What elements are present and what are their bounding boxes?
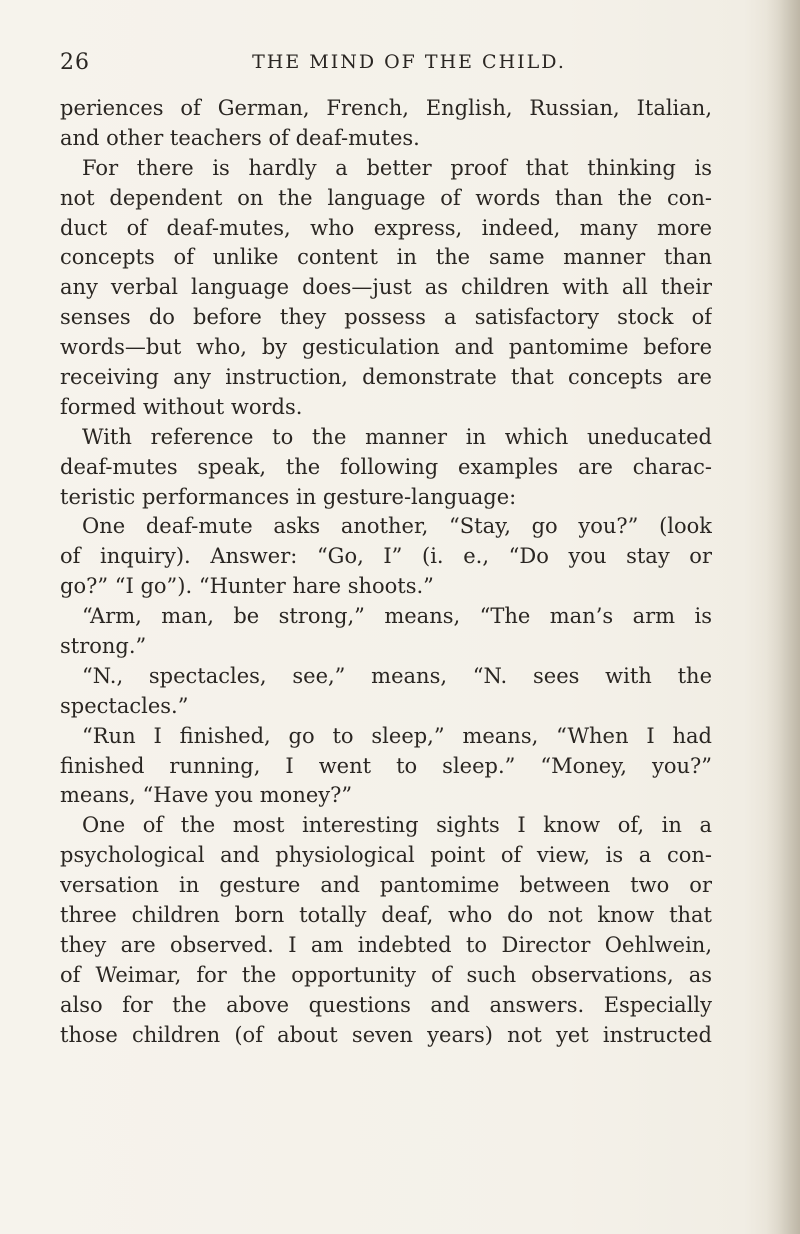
text-line: also for the above questions and answers. Especially — [60, 992, 712, 1017]
text-line: means, “Have you money?” — [60, 783, 353, 808]
text-line: “N., spectacles, see,” means, “N. sees with the — [82, 663, 712, 688]
text-line: not dependent on the language of words than the con- — [60, 185, 712, 210]
text-line: “Arm, man, be strong,” means, “The man’s arm is — [82, 604, 712, 629]
text-line: duct of deaf-mutes, who express, indeed, many more — [60, 215, 712, 240]
text-line: of Weimar, for the opportunity of such observations, as — [60, 962, 712, 987]
text-line: they are observed. I am indebted to Director Oehlwein, — [60, 932, 712, 957]
text-line: receiving any instruction, demonstrate that concepts are — [60, 365, 712, 390]
text-line: three children born totally deaf, who do not know that — [60, 903, 712, 928]
body-text — [60, 94, 712, 1051]
text-line: those children (of about seven years) not yet instructed — [60, 1022, 712, 1047]
text-line: words—but who, by gesticulation and pantomime before — [60, 335, 712, 360]
text-line: of inquiry). Answer: “Go, I” (i. e., “Do you stay or — [60, 544, 712, 569]
text-line: formed without words. — [60, 394, 303, 419]
text-line: For there is hardly a better proof that thinking is — [82, 155, 712, 180]
text-line: periences of German, French, English, Russian, Italian, — [60, 96, 712, 120]
text-line: any verbal language does—just as children with all their — [60, 275, 712, 300]
text-line: One of the most interesting sights I know of, in a — [82, 813, 712, 838]
text-line: psychological and physiological point of view, is a con- — [60, 843, 712, 868]
text-line: versation in gesture and pantomime between two or — [60, 873, 712, 898]
text-line: senses do before they possess a satisfactory stock of — [60, 305, 712, 330]
text-line: teristic performances in gesture-language: — [60, 484, 517, 509]
text-line: deaf-mutes speak, the following examples are charac- — [60, 454, 712, 479]
running-title: THE MIND OF THE CHILD. — [252, 51, 566, 73]
text-line: finished running, I went to sleep.” “Money, you?” — [60, 753, 712, 778]
page-number: 26 — [60, 50, 90, 75]
text-line: “Run I finished, go to sleep,” means, “When I had — [82, 723, 712, 748]
text-line: One deaf-mute asks another, “Stay, go you?” (look — [82, 514, 712, 539]
text-line: spectacles.” — [60, 693, 189, 718]
text-line: With reference to the manner in which uneducated — [82, 424, 712, 449]
text-line: go?” “I go”). “Hunter hare shoots.” — [60, 574, 434, 599]
text-line: concepts of unlike content in the same manner than — [60, 245, 712, 270]
text-line: strong.” — [60, 634, 147, 659]
text-line: and other teachers of deaf-mutes. — [60, 125, 420, 150]
page-header — [60, 50, 736, 76]
page-edge-shadow — [766, 0, 800, 1234]
